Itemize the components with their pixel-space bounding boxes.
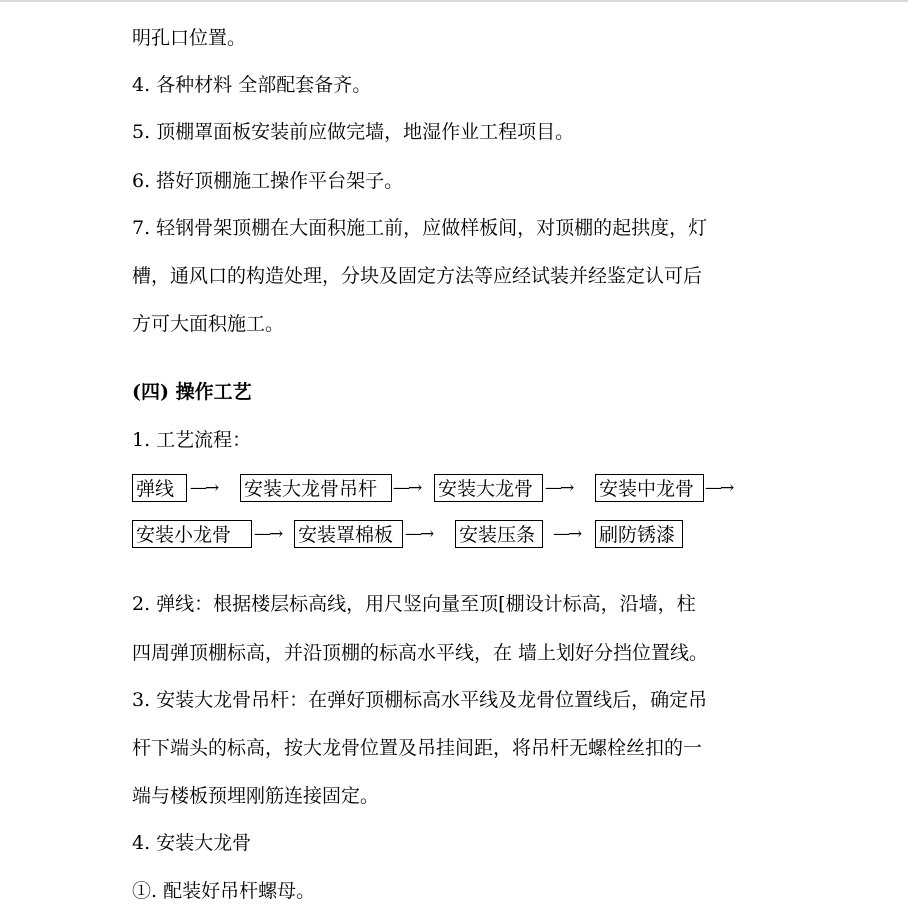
flow-arrow: —→	[545, 478, 573, 498]
paragraph-line: 2. 弹线：根据楼层标高线，用尺竖向量至顶[棚设计标高，沿墙，柱	[132, 593, 696, 615]
section-heading: (四) 操作工艺	[132, 381, 252, 403]
paragraph-line: 1. 工艺流程：	[132, 429, 252, 451]
flow-step-box: 安装中龙骨	[595, 474, 704, 502]
paragraph-line: 7. 轻钢骨架顶棚在大面积施工前，应做样板间，对顶棚的起拱度，灯	[132, 217, 708, 239]
paragraph-line: 5. 顶棚罩面板安装前应做完墙，地湿作业工程项目。	[132, 121, 575, 143]
flow-arrow: —→	[254, 524, 282, 544]
flow-arrow: —→	[393, 478, 421, 498]
flow-step-box: 安装罩棉板	[294, 520, 403, 548]
flow-step-box: 安装大龙骨	[434, 474, 543, 502]
paragraph-line: 3. 安装大龙骨吊杆：在弹好顶棚标高水平线及龙骨位置线后，确定吊	[132, 689, 708, 711]
page-top-border	[0, 0, 908, 2]
paragraph-line: ①. 配装好吊杆螺母。	[132, 880, 316, 902]
paragraph-line: 槽，通风口的构造处理，分块及固定方法等应经试装并经鉴定认可后	[132, 265, 703, 287]
paragraph-line: 6. 搭好顶棚施工操作平台架子。	[132, 170, 404, 192]
paragraph-line: 明孔口位置。	[132, 27, 247, 49]
flow-arrow: —→	[190, 478, 218, 498]
paragraph-line: 4. 各种材料 全部配套备齐。	[132, 74, 372, 96]
flow-step-box: 弹线	[132, 474, 187, 502]
flow-step-box: 安装大龙骨吊杆	[240, 474, 392, 502]
paragraph-line: 端与楼板预埋刚筋连接固定。	[132, 785, 380, 807]
flow-arrow: —→	[405, 524, 433, 544]
flow-arrow: —→	[553, 524, 581, 544]
flow-step-box: 安装小龙骨	[132, 520, 252, 548]
paragraph-line: 四周弹顶棚标高，并沿顶棚的标高水平线，在 墙上划好分挡位置线。	[132, 642, 709, 664]
flow-step-box: 安装压条	[455, 520, 543, 548]
flow-arrow: —→	[705, 478, 733, 498]
paragraph-line: 方可大面积施工。	[132, 313, 285, 335]
paragraph-line: 4. 安装大龙骨	[132, 832, 252, 854]
paragraph-line: 杆下端头的标高，按大龙骨位置及吊挂间距，将吊杆无螺栓丝扣的一	[132, 737, 703, 759]
flow-step-box: 刷防锈漆	[595, 520, 683, 548]
